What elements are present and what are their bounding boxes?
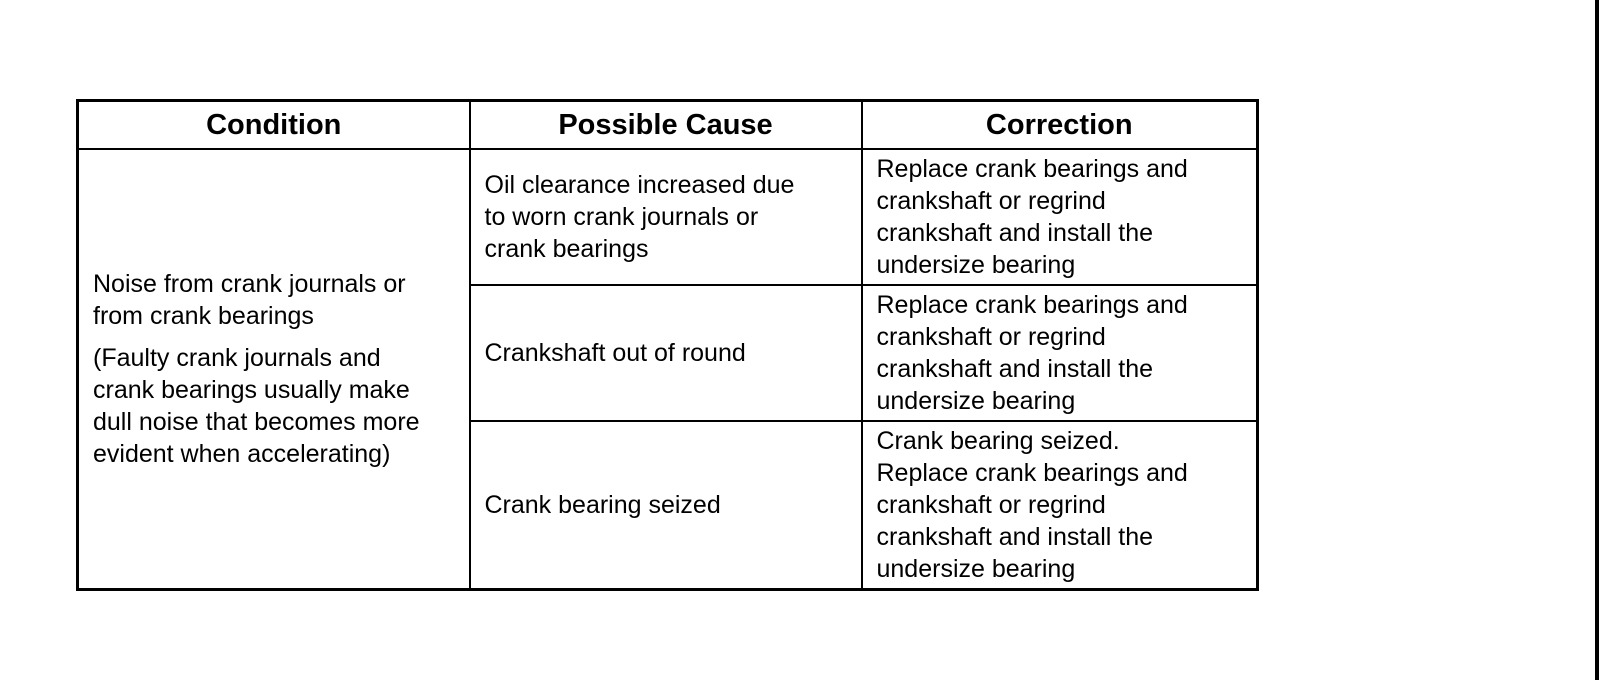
text-line: Replace crank bearings and [876, 291, 1188, 319]
text-line: from crank bearings [93, 302, 314, 330]
condition-cell [78, 149, 470, 590]
table-header-row [78, 101, 1258, 150]
text-line: Oil clearance increased due [484, 171, 795, 199]
text-line: crankshaft or regrind [876, 491, 1106, 519]
text-line: Replace crank bearings and [876, 459, 1188, 487]
header-condition: Condition [78, 101, 470, 150]
condition-main-text [93, 268, 455, 332]
page-edge-border [1595, 0, 1599, 680]
condition-note-text [93, 342, 455, 470]
header-possible-cause: Possible Cause [470, 101, 862, 150]
header-correction: Correction [862, 101, 1258, 150]
troubleshooting-table [76, 99, 1259, 591]
text-line: crankshaft or regrind [876, 323, 1106, 351]
text-line: Replace crank bearings and [876, 155, 1188, 183]
text-line: Crankshaft out of round [484, 339, 746, 367]
correction-cell [862, 149, 1258, 285]
text-line: undersize bearing [876, 555, 1076, 583]
correction-cell [862, 421, 1258, 590]
text-line: crank bearings [484, 235, 649, 263]
text-line: crankshaft and install the [876, 355, 1154, 383]
cause-cell [470, 285, 862, 421]
text-line: crankshaft or regrind [876, 187, 1106, 215]
correction-cell [862, 285, 1258, 421]
cause-cell [470, 149, 862, 285]
text-line: Noise from crank journals or [93, 270, 406, 298]
text-line: crankshaft and install the [876, 523, 1154, 551]
text-line: to worn crank journals or [484, 203, 759, 231]
text-line: evident when accelerating) [93, 440, 391, 468]
text-line: dull noise that becomes more [93, 408, 420, 436]
text-line: (Faulty crank journals and [93, 344, 381, 372]
text-line: crankshaft and install the [876, 219, 1154, 247]
table-row [78, 149, 1258, 285]
cause-cell [470, 421, 862, 590]
text-line: crank bearings usually make [93, 376, 410, 404]
text-line: undersize bearing [876, 387, 1076, 415]
text-line: undersize bearing [876, 251, 1076, 279]
text-line: Crank bearing seized. [876, 427, 1120, 455]
text-line: Crank bearing seized [484, 491, 721, 519]
